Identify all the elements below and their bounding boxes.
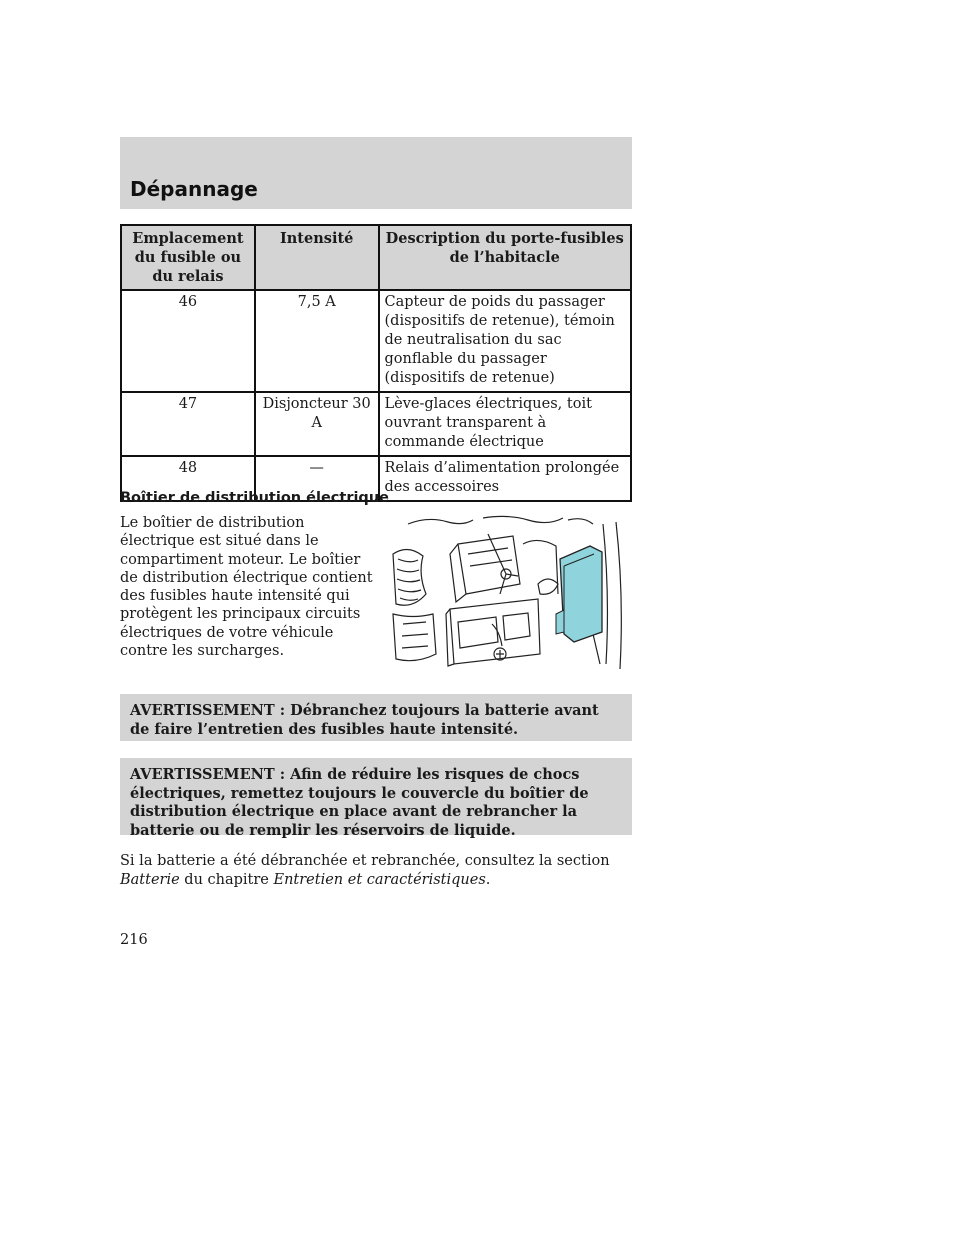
engine-compartment-illustration (388, 514, 632, 674)
page-number: 216 (120, 932, 148, 948)
battery-note-text: du chapitre (179, 871, 274, 888)
table-row (121, 290, 631, 392)
page-title: Dépannage (130, 177, 258, 201)
cell-rating: Disjoncteur 30 A (255, 392, 379, 456)
section-header-band (120, 137, 632, 209)
cell-description: Capteur de poids du passager (dispositifs de retenue), témoin de neutralisation du sac gonflable du passager (dispositifs de retenue) (379, 290, 631, 392)
battery-note-text: . (485, 871, 491, 888)
battery-section-reference: Batterie (120, 871, 180, 888)
table-row (121, 392, 631, 456)
section-title: Boîtier de distribution électrique (120, 490, 389, 506)
cell-location: 46 (121, 290, 255, 392)
col-header-description: Description du porte-fusibles de l’habitacle (379, 225, 631, 290)
battery-note-text: Si la batterie a été débranchée et rebranchée, consultez la section (120, 853, 610, 869)
cell-description: Relais d’alimentation prolongée des accessoires (379, 456, 631, 501)
col-header-rating: Intensité (255, 225, 379, 290)
warning-box: AVERTISSEMENT : Débranchez toujours la batterie avant de faire l’entretien des fusibles haute intensité. (120, 694, 632, 741)
cell-rating: — (255, 456, 379, 501)
col-header-location: Emplacement du fusible ou du relais (121, 225, 255, 290)
cell-description: Lève-glaces électriques, toit ouvrant transparent à commande électrique (379, 392, 631, 456)
battery-note (120, 852, 640, 889)
warning-box: AVERTISSEMENT : Afin de réduire les risques de chocs électriques, remettez toujours le couvercle du boîtier de distribution électrique en place avant de rebrancher la batterie ou de remplir les réservoirs de liquide. (120, 758, 632, 835)
power-distribution-box-highlight (556, 546, 602, 642)
chapter-reference: Entretien et caractéristiques (273, 871, 486, 888)
cell-location: 48 (121, 456, 255, 501)
cell-rating: 7,5 A (255, 290, 379, 392)
section-body: Le boîtier de distribution électrique est situé dans le compartiment moteur. Le boîtier de distribution électrique contient des fusibles haute intensité qui protègent les principaux circuits électriques de votre véhicule contre les surcharges. (120, 515, 373, 660)
table-header-row (121, 225, 631, 290)
fuse-table (120, 224, 632, 502)
cell-location: 47 (121, 392, 255, 456)
